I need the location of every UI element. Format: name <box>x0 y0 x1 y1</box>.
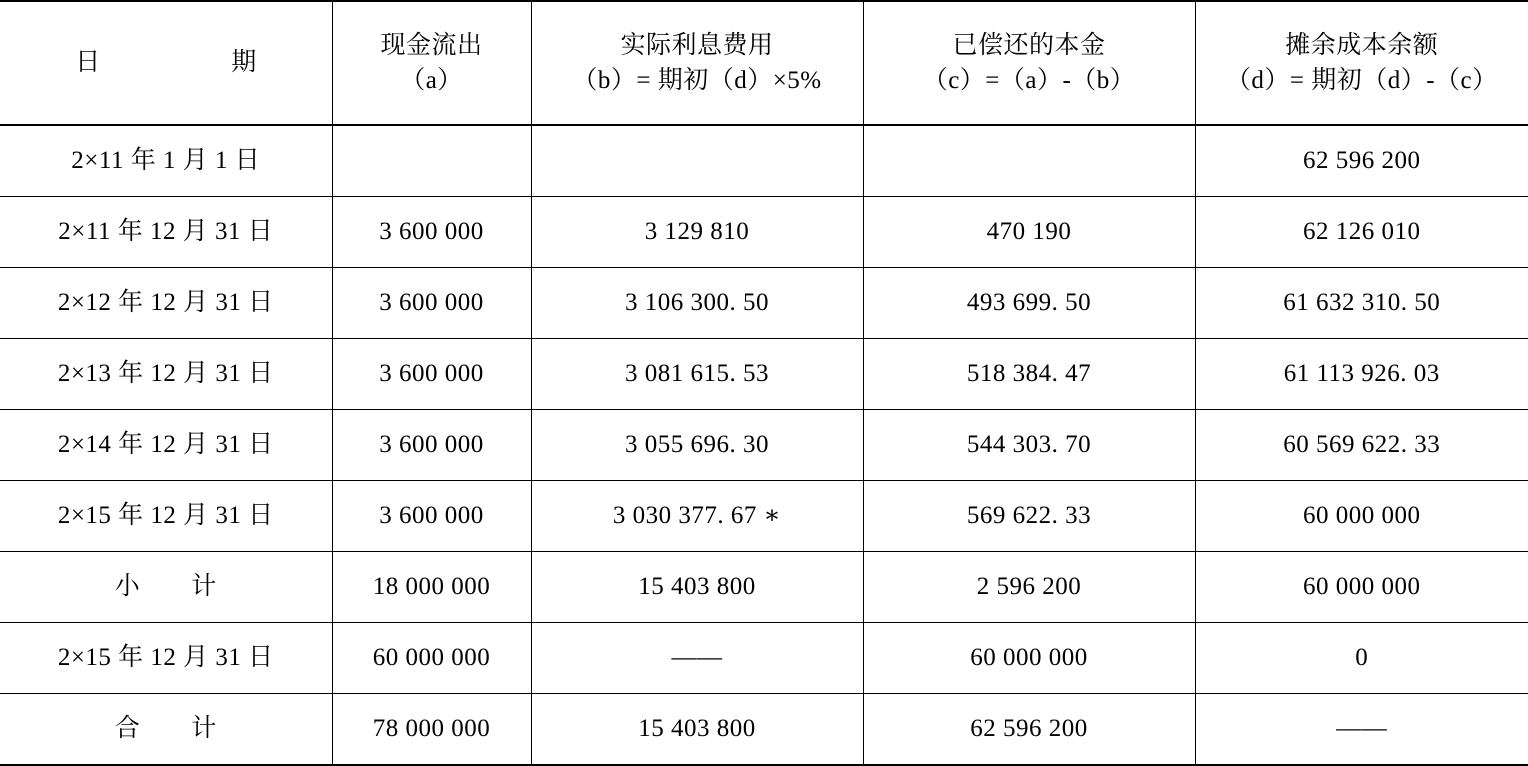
column-header-principal-repaid <box>863 1 1195 125</box>
table-row <box>0 197 1528 268</box>
table-row <box>0 623 1528 694</box>
cell-amortized-cost: 60 000 000 <box>1195 552 1528 623</box>
table-row <box>0 339 1528 410</box>
table-header-row <box>0 1 1528 125</box>
table-row <box>0 481 1528 552</box>
column-header-principal-repaid-line2: （c）=（a）-（b） <box>922 67 1136 94</box>
column-header-amortized-cost-line1: 摊余成本余额 <box>1285 31 1439 59</box>
cell-amortized-cost: 62 126 010 <box>1195 197 1528 268</box>
column-header-date-line1: 日 期 <box>75 49 271 77</box>
table-row-total <box>0 694 1528 766</box>
cell-principal-repaid <box>863 125 1195 197</box>
table-row-subtotal <box>0 552 1528 623</box>
cell-cash-outflow: 3 600 000 <box>332 197 531 268</box>
column-header-interest-expense <box>531 1 863 125</box>
table-row <box>0 268 1528 339</box>
cell-cash-outflow: 3 600 000 <box>332 268 531 339</box>
cell-principal-repaid: 470 190 <box>863 197 1195 268</box>
cell-date: 小 计 <box>0 552 332 623</box>
table-row <box>0 410 1528 481</box>
cell-cash-outflow: 3 600 000 <box>332 339 531 410</box>
cell-cash-outflow <box>332 125 531 197</box>
cell-principal-repaid: 544 303. 70 <box>863 410 1195 481</box>
column-header-cash-outflow <box>332 1 531 125</box>
cell-date: 2×13 年 12 月 31 日 <box>0 339 332 410</box>
cell-interest-expense: 3 106 300. 50 <box>531 268 863 339</box>
cell-amortized-cost: 60 000 000 <box>1195 481 1528 552</box>
cell-principal-repaid: 569 622. 33 <box>863 481 1195 552</box>
cell-cash-outflow: 3 600 000 <box>332 481 531 552</box>
cell-interest-expense: 3 129 810 <box>531 197 863 268</box>
column-header-cash-outflow-line1: 现金流出 <box>380 31 483 59</box>
table-row <box>0 125 1528 197</box>
cell-cash-outflow: 60 000 000 <box>332 623 531 694</box>
cell-principal-repaid: 493 699. 50 <box>863 268 1195 339</box>
cell-principal-repaid: 518 384. 47 <box>863 339 1195 410</box>
cell-date: 合 计 <box>0 694 332 766</box>
cell-date: 2×15 年 12 月 31 日 <box>0 481 332 552</box>
column-header-date <box>0 1 332 125</box>
cell-amortized-cost: 0 <box>1195 623 1528 694</box>
cell-date: 2×11 年 1 月 1 日 <box>0 125 332 197</box>
column-header-amortized-cost <box>1195 1 1528 125</box>
cell-amortized-cost: 60 569 622. 33 <box>1195 410 1528 481</box>
cell-amortized-cost: 62 596 200 <box>1195 125 1528 197</box>
cell-cash-outflow: 3 600 000 <box>332 410 531 481</box>
cell-date: 2×11 年 12 月 31 日 <box>0 197 332 268</box>
column-header-principal-repaid-line1: 已偿还的本金 <box>952 31 1106 59</box>
cell-amortized-cost: 61 113 926. 03 <box>1195 339 1528 410</box>
cell-date: 2×15 年 12 月 31 日 <box>0 623 332 694</box>
cell-principal-repaid: 2 596 200 <box>863 552 1195 623</box>
column-header-cash-outflow-line2: （a） <box>400 67 463 94</box>
cell-interest-expense: —— <box>531 623 863 694</box>
table-body <box>0 125 1528 765</box>
cell-date: 2×12 年 12 月 31 日 <box>0 268 332 339</box>
cell-interest-expense: 3 055 696. 30 <box>531 410 863 481</box>
cell-interest-expense <box>531 125 863 197</box>
cell-amortized-cost: 61 632 310. 50 <box>1195 268 1528 339</box>
cell-cash-outflow: 18 000 000 <box>332 552 531 623</box>
column-header-interest-expense-line1: 实际利息费用 <box>620 31 774 59</box>
column-header-interest-expense-line2: （b）= 期初（d）×5% <box>572 67 822 94</box>
cell-interest-expense: 3 081 615. 53 <box>531 339 863 410</box>
cell-interest-expense: 15 403 800 <box>531 694 863 766</box>
cell-date: 2×14 年 12 月 31 日 <box>0 410 332 481</box>
cell-cash-outflow: 78 000 000 <box>332 694 531 766</box>
cell-interest-expense: 3 030 377. 67 ∗ <box>531 481 863 552</box>
cell-principal-repaid: 62 596 200 <box>863 694 1195 766</box>
column-header-amortized-cost-line2: （d）= 期初（d）-（c） <box>1225 67 1498 94</box>
cell-amortized-cost: —— <box>1195 694 1528 766</box>
cell-principal-repaid: 60 000 000 <box>863 623 1195 694</box>
cell-interest-expense: 15 403 800 <box>531 552 863 623</box>
